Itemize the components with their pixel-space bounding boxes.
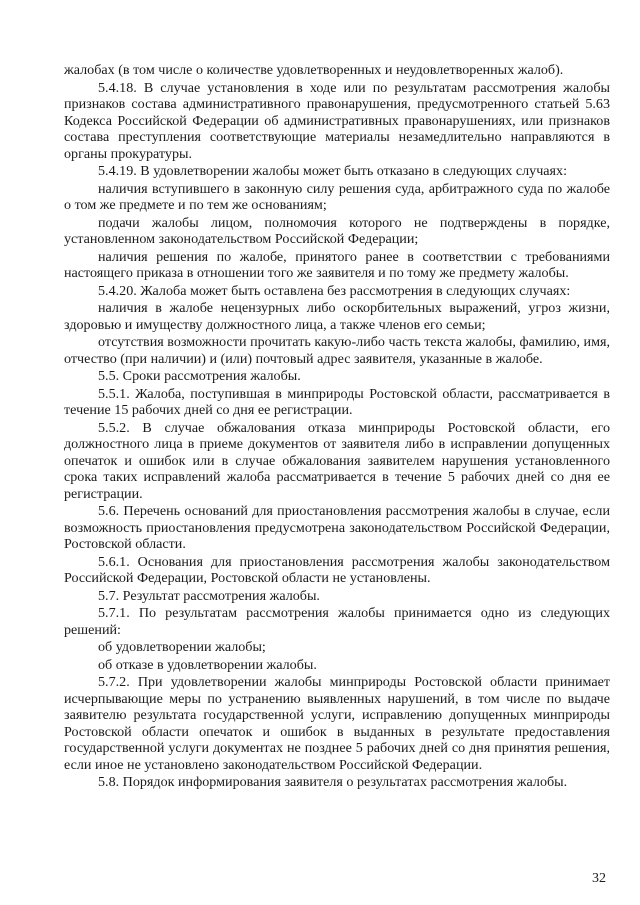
paragraph-5-6-1: 5.6.1. Основания для приостановления рассмотрения жалобы законодательством Российской Федерации, Ростовской области не установлены.	[64, 553, 610, 586]
list-item-offensive-language: наличия в жалобе нецензурных либо оскорбительных выражений, угроз жизни, здоровью и имуществу должностного лица, а также членов его семьи;	[64, 300, 610, 333]
list-item-satisfy: об удовлетворении жалобы;	[98, 639, 266, 655]
paragraph-5-4-19: 5.4.19. В удовлетворении жалобы может быть отказано в следующих случаях:	[98, 163, 567, 179]
page-number: 32	[592, 871, 606, 886]
paragraph-5-7-1: 5.7.1. По результатам рассмотрения жалобы принимается одно из следующих решений:	[64, 605, 610, 638]
paragraph-5-4-20: 5.4.20. Жалоба может быть оставлена без рассмотрения в следующих случаях:	[98, 282, 571, 299]
heading-5-5: 5.5. Сроки рассмотрения жалобы.	[98, 368, 301, 384]
heading-5-7: 5.7. Результат рассмотрения жалобы.	[98, 587, 320, 604]
list-item-unreadable-text: отсутствия возможности прочитать какую-либо часть текста жалобы, фамилию, имя, отчество (при наличии) и (или) почтовый адрес заявителя, указанные в жалобе.	[64, 334, 610, 367]
paragraph-5-6: 5.6. Перечень оснований для приостановления рассмотрения жалобы в случае, если возможность приостановления предусмотрена законодательством Российской Федерации, Ростовской области.	[64, 503, 610, 552]
list-item-refuse: об отказе в удовлетворении жалобы.	[98, 656, 317, 673]
paragraph-5-5-2: 5.5.2. В случае обжалования отказа минприроды Ростовской области, его должностного лица в приеме документов от заявителя либо в исправлении допущенных опечаток и ошибок или в случае обжалования заявителем нарушения установленного срока таких исправлений жалоба рассматривается в течение 5 рабочих дней со дня ее регистрации.	[64, 419, 610, 502]
paragraph-5-4-18: 5.4.18. В случае установления в ходе или по результатам рассмотрения жалобы признаков состава административного правонарушения, предусмотренного статьей 5.63 Кодекса Российской Федерации об административных правонарушениях, или признаков состава преступления соответствующие материалы незамедлительно направляются в органы прокуратуры.	[64, 79, 610, 162]
list-item-prior-decision: наличия решения по жалобе, принятого ранее в соответствии с требованиями настоящего приказа в отношении того же заявителя и по тому же предмету жалобы.	[64, 248, 610, 281]
paragraph-5-5-1: 5.5.1. Жалоба, поступившая в минприроды Ростовской области, рассматривается в течение 15 рабочих дней со дня ее регистрации.	[64, 385, 610, 418]
paragraph-5-7-2: 5.7.2. При удовлетворении жалобы минприроды Ростовской области принимает исчерпывающие меры по устранению выявленных нарушений, в том числе по выдаче заявителю результата государственной услуги, исправлению допущенных минприроды Ростовской области опечаток и ошибок в выданных в результате предоставления государственной услуги документах не позднее 5 рабочих дней со дня принятия решения, если иное не установлено законодательством Российской Федерации.	[64, 674, 610, 773]
list-item-court-decision: наличия вступившего в законную силу решения суда, арбитражного суда по жалобе о том же предмете и по тем же основаниям;	[64, 180, 610, 213]
document-body	[64, 62, 610, 792]
list-item-unauthorized-person: подачи жалобы лицом, полномочия которого не подтверждены в порядке, установленном законодательством Российской Федерации;	[64, 214, 610, 247]
heading-5-8: 5.8. Порядок информирования заявителя о результатах рассмотрения жалобы.	[98, 774, 568, 790]
paragraph-continuation: жалобах (в том числе о количестве удовлетворенных и неудовлетворенных жалоб).	[64, 62, 564, 78]
